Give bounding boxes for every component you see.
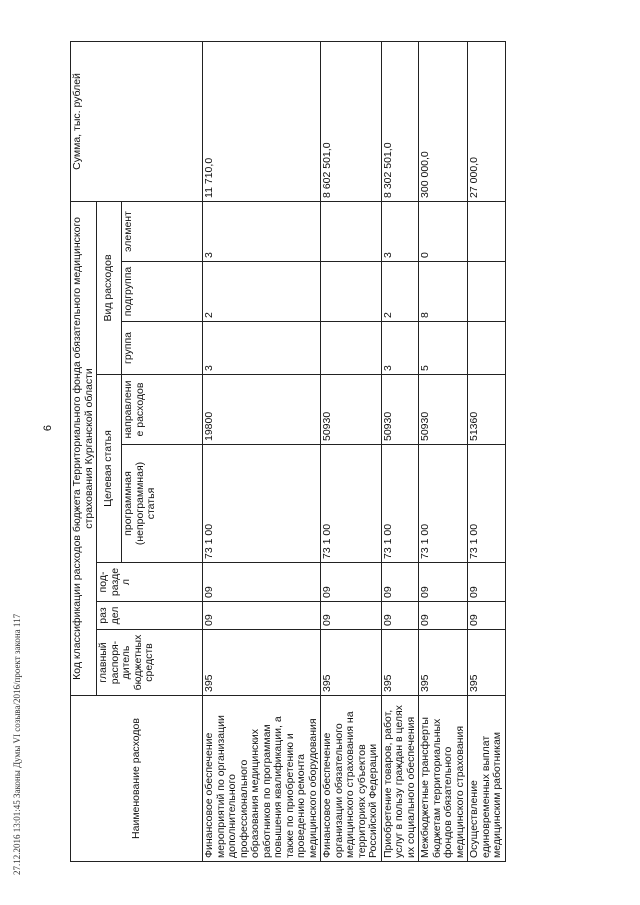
cell-gruppa: 3 — [203, 322, 321, 375]
header-code-group: Код классификации расходов бюджета Территориального фонда обязательного медицинского страхования Курганской области — [71, 201, 97, 695]
cell-summa: 8 302 501,0 — [381, 41, 419, 201]
cell-element: 0 — [419, 201, 468, 261]
cell-podrazdel: 09 — [203, 563, 321, 602]
table-row — [321, 41, 382, 861]
cell-summa: 11 710,0 — [203, 41, 321, 201]
cell-podrazdel: 09 — [419, 563, 468, 602]
cell-element: 3 — [203, 201, 321, 261]
cell-gruppa — [321, 322, 382, 375]
cell-razdel: 09 — [381, 602, 419, 630]
cell-element: 3 — [381, 201, 419, 261]
cell-prog: 73 1 00 — [419, 445, 468, 563]
cell-razdel: 09 — [468, 602, 506, 630]
cell-prog: 73 1 00 — [321, 445, 382, 563]
cell-element — [321, 201, 382, 261]
cell-napr: 50930 — [321, 375, 382, 445]
header-summa: Сумма, тыс. рублей — [71, 41, 203, 201]
cell-glavny: 395 — [321, 630, 382, 696]
cell-razdel: 09 — [419, 602, 468, 630]
cell-glavny: 395 — [419, 630, 468, 696]
page-number: 6 — [42, 424, 54, 432]
cell-glavny: 395 — [203, 630, 321, 696]
cell-gruppa: 3 — [381, 322, 419, 375]
cell-glavny: 395 — [468, 630, 506, 696]
header-celevaya: Целевая статья — [97, 375, 122, 563]
cell-gruppa: 5 — [419, 322, 468, 375]
cell-element — [468, 201, 506, 261]
cell-napr: 19800 — [203, 375, 321, 445]
cell-podgruppa: 2 — [381, 262, 419, 322]
header-podrazdel: под-раздел — [97, 563, 203, 602]
cell-name: Финансовое обеспечение мероприятий по организации дополнительного профессионального образования медицинских работников по программам повышения квалификации, а также по приобретению и проведению ремонта медицинского оборудования — [203, 696, 321, 862]
header-glavny: главный распоря-дитель бюджетных средств — [97, 630, 203, 696]
table-row — [468, 41, 506, 861]
cell-podgruppa: 2 — [203, 262, 321, 322]
cell-glavny: 395 — [381, 630, 419, 696]
cell-prog: 73 1 00 — [203, 445, 321, 563]
cell-name: Приобретение товаров, работ, услуг в пользу граждан в целях их социального обеспечения — [381, 696, 419, 862]
cell-summa: 27 000,0 — [468, 41, 506, 201]
cell-napr: 50930 — [419, 375, 468, 445]
cell-podgruppa — [321, 262, 382, 322]
cell-prog: 73 1 00 — [381, 445, 419, 563]
table-row — [203, 41, 321, 861]
cell-podrazdel: 09 — [321, 563, 382, 602]
cell-name: Осуществление единовременных выплат медицинским работникам — [468, 696, 506, 862]
header-vid: Вид расходов — [97, 201, 122, 374]
header-name: Наименование расходов — [71, 696, 203, 862]
cell-podgruppa: 8 — [419, 262, 468, 322]
cell-summa: 8 602 501,0 — [321, 41, 382, 201]
cell-podrazdel: 09 — [468, 563, 506, 602]
rotated-table-container — [70, 42, 580, 862]
table-row — [419, 41, 468, 861]
cell-napr: 51360 — [468, 375, 506, 445]
cell-name: Финансовое обеспечение организации обязательного медицинского страхования на территориях субъектов Российской Федерации — [321, 696, 382, 862]
cell-razdel: 09 — [321, 602, 382, 630]
cell-napr: 50930 — [381, 375, 419, 445]
cell-podgruppa — [468, 262, 506, 322]
cell-gruppa — [468, 322, 506, 375]
header-razdel: раздел — [97, 602, 203, 630]
header-programmnaya: программная (непрограммная) статья — [122, 445, 203, 563]
header-podgruppa: подгруппа — [122, 262, 203, 322]
header-element: элемент — [122, 201, 203, 261]
cell-name: Межбюджетные трансферты бюджетам территориальных фондов обязательного медицинского страхования — [419, 696, 468, 862]
cell-summa: 300 000,0 — [419, 41, 468, 201]
cell-podrazdel: 09 — [381, 563, 419, 602]
budget-table — [70, 41, 506, 862]
cell-razdel: 09 — [203, 602, 321, 630]
header-gruppa: группа — [122, 322, 203, 375]
header-napravlenie: направление расходов — [122, 375, 203, 445]
table-row — [381, 41, 419, 861]
cell-prog: 73 1 00 — [468, 445, 506, 563]
footer-text: 27.12.2016 13:01:45 Законы Думы VI созыва/2016/проект закона 117 — [12, 613, 22, 875]
